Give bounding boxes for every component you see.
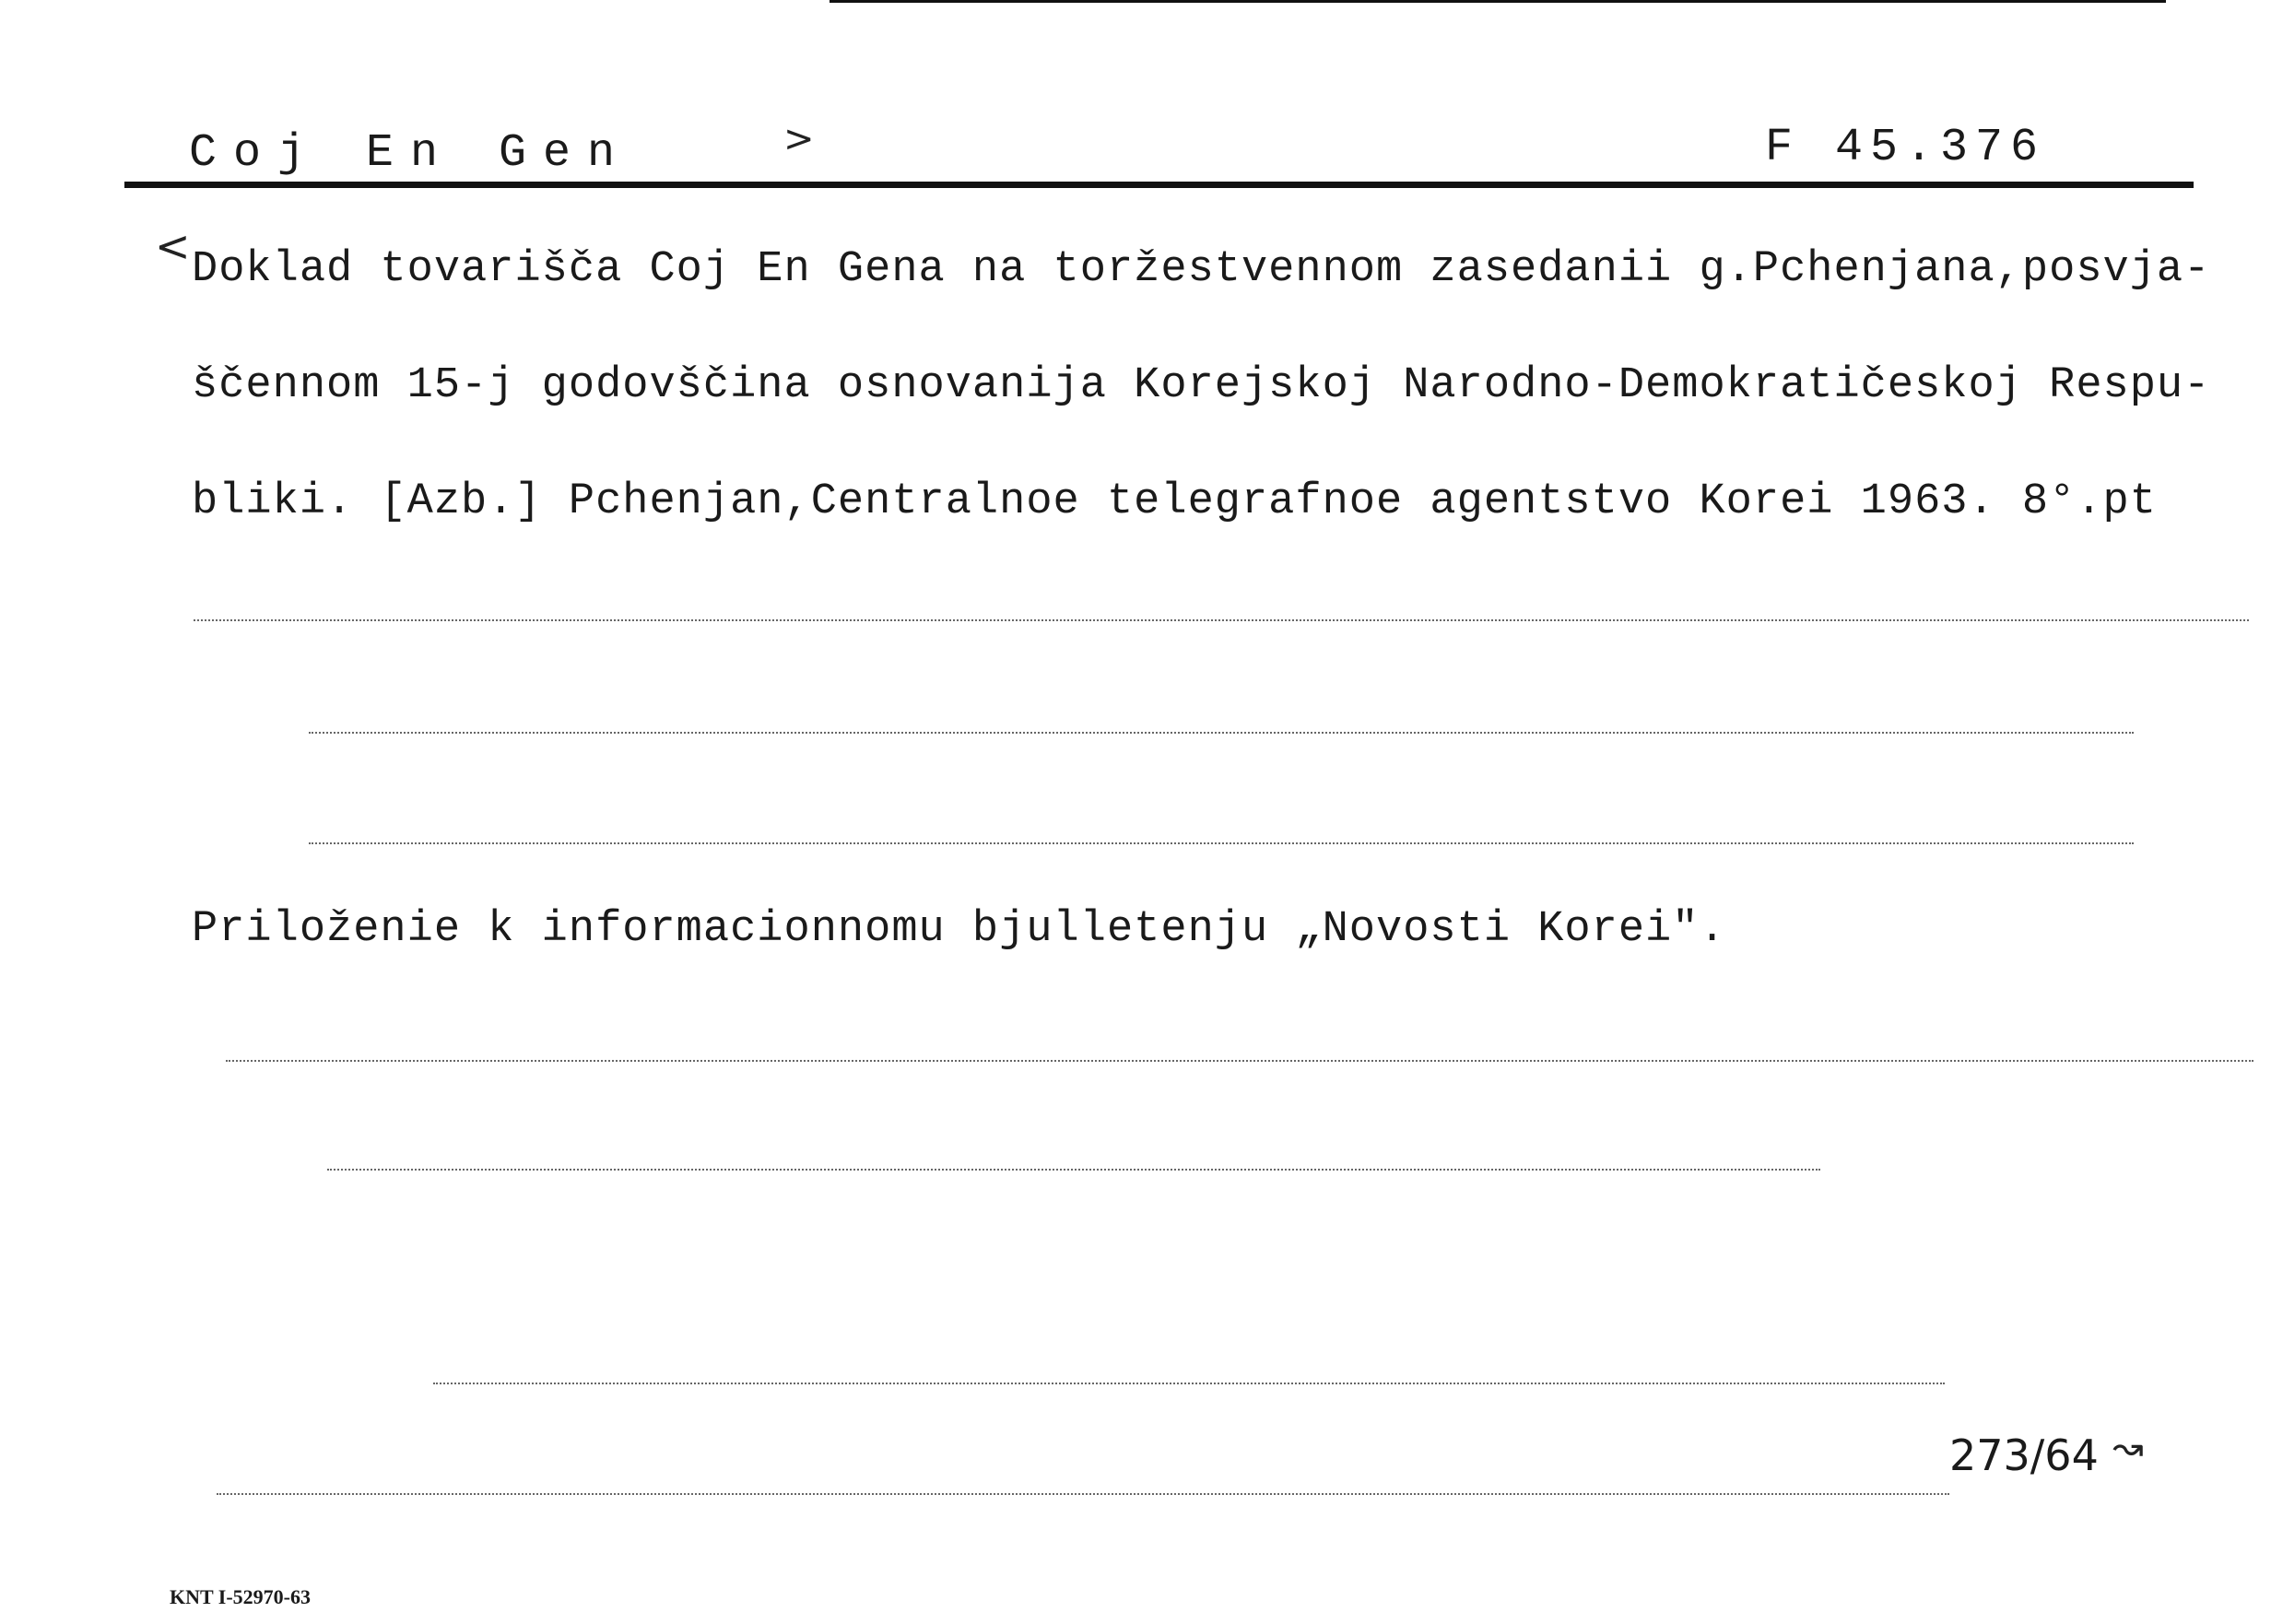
guide-line [309,732,2134,734]
title-line-3: bliki. [Azb.] Pchenjan,Centralnoe telegrafnoe agentstvo Korei 1963. 8°.pt [192,477,2157,526]
heading-underline [124,182,2194,188]
title-line-2: ščennom 15-j godovščina osnovanija Korejskoj Narodno-Demokratičeskoj Respu- [192,361,2211,410]
angle-bracket-close-mark: > [783,118,815,160]
top-edge-rule [830,0,2166,3]
guide-line [433,1383,1945,1384]
accession-number: 273/64 [1949,1430,2099,1480]
printer-code: KNT I-52970-63 [170,1585,311,1608]
call-number: F 45.376 [1765,122,2046,174]
guide-line [226,1060,2253,1062]
angle-bracket-open-mark: < [155,221,191,271]
title-line-1: Doklad tovarišča Coj En Gena na toržestvennom zasedanii g.Pchenjana,posvja- [192,245,2211,294]
guide-line [194,619,2249,621]
check-mark: ↝ [2112,1427,2144,1469]
guide-line [327,1169,1820,1171]
guide-line [309,842,2134,844]
guide-line [217,1493,1949,1495]
series-note: Priloženie k informacionnomu bjulletenju „Novosti Korei". [192,905,1726,954]
card-heading: Coj En Gen [189,127,632,180]
